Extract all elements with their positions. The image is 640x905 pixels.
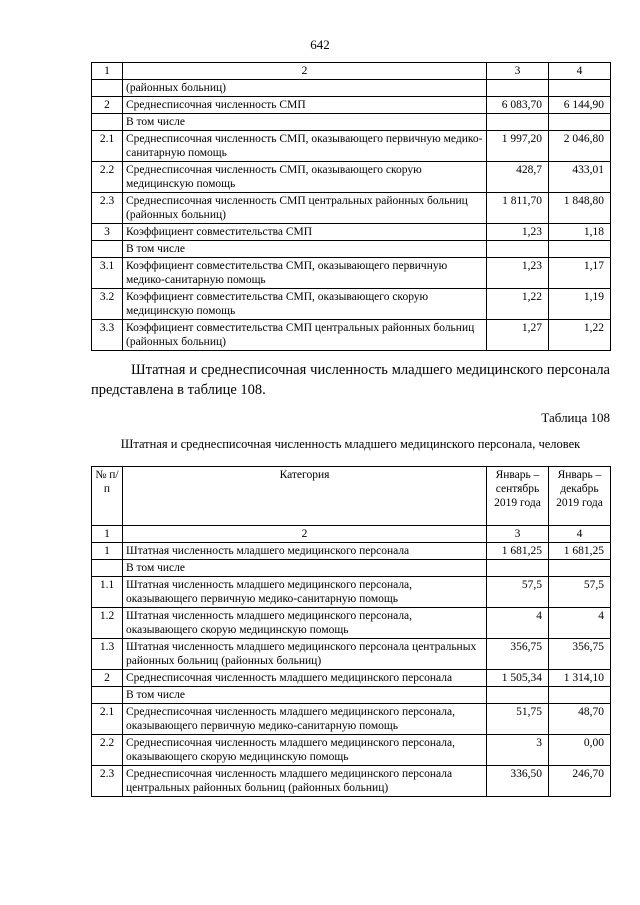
row-number: 3.1 [92,258,123,289]
row-value-1: 51,75 [487,704,549,735]
table-row [92,224,611,241]
row-label: Среднесписочная численность СМП [123,97,487,114]
row-number: 2 [92,97,123,114]
table-row [92,735,611,766]
row-number [92,114,123,131]
row-number: 2.1 [92,131,123,162]
row-value-1: 1,27 [487,320,549,351]
row-label: Коэффициент совместительства СМП центральных районных больниц (районных больниц) [123,320,487,351]
row-label: В том числе [123,114,487,131]
row-number: 1 [92,543,123,560]
row-label: Штатная численность младшего медицинского персонала центральных районных больниц (районных больниц) [123,639,487,670]
row-value-1 [487,114,549,131]
row-label: Коэффициент совместительства СМП, оказывающего первичную медико-санитарную помощь [123,258,487,289]
row-value-1 [487,560,549,577]
row-value-1 [487,80,549,97]
row-value-1: 1 811,70 [487,193,549,224]
row-number: 3.2 [92,289,123,320]
row-number: 3.3 [92,320,123,351]
row-number: 3 [92,224,123,241]
row-label: В том числе [123,241,487,258]
table-row [92,766,611,797]
row-value-2: 6 144,90 [549,97,611,114]
row-value-1: 428,7 [487,162,549,193]
row-label: В том числе [123,687,487,704]
row-value-2: 48,70 [549,704,611,735]
row-value-1: 356,75 [487,639,549,670]
row-value-1: 1 505,34 [487,670,549,687]
table-row [92,289,611,320]
table-row [92,241,611,258]
row-value-1: 1 997,20 [487,131,549,162]
column-number: 3 [487,63,549,80]
row-number: 2.3 [92,193,123,224]
column-number: 1 [92,63,123,80]
column-number: 2 [123,63,487,80]
row-value-2: 1,18 [549,224,611,241]
row-value-2: 1 314,10 [549,670,611,687]
header-period-2: Январь – декабрь 2019 года [549,467,611,526]
row-label: Коэффициент совместительства СМП [123,224,487,241]
row-label: Штатная численность младшего медицинского персонала [123,543,487,560]
row-value-2: 433,01 [549,162,611,193]
row-value-2: 1,22 [549,320,611,351]
row-value-2: 0,00 [549,735,611,766]
table-row [92,670,611,687]
table-row [92,543,611,560]
row-number: 2.2 [92,735,123,766]
table-row [92,687,611,704]
junior-staff-table [91,466,611,797]
row-label: Коэффициент совместительства СМП, оказывающего скорую медицинскую помощь [123,289,487,320]
header-category: Категория [123,467,487,526]
row-number: 2 [92,670,123,687]
table-row [92,162,611,193]
column-number: 1 [92,526,123,543]
table-row [92,704,611,735]
row-value-2: 1,19 [549,289,611,320]
row-value-2: 1 848,80 [549,193,611,224]
staff-table-continued [91,62,611,351]
table-row [92,639,611,670]
row-label: Штатная численность младшего медицинского персонала, оказывающего первичную медико-санитарную помощь [123,577,487,608]
row-value-2 [549,80,611,97]
row-value-2 [549,687,611,704]
row-value-2: 1 681,25 [549,543,611,560]
row-number: 2.3 [92,766,123,797]
table-row [92,131,611,162]
table-caption: Штатная и среднесписочная численность младшего медицинского персонала, человек [120,437,581,451]
table-row [92,560,611,577]
row-value-2: 1,17 [549,258,611,289]
row-number: 2.1 [92,704,123,735]
row-label: Среднесписочная численность СМП, оказывающего первичную медико-санитарную помощь [123,131,487,162]
row-value-2: 246,70 [549,766,611,797]
row-label: Среднесписочная численность СМП центральных районных больниц (районных больниц) [123,193,487,224]
column-number: 4 [549,526,611,543]
row-label: (районных больниц) [123,80,487,97]
row-number: 2.2 [92,162,123,193]
row-number: 1.2 [92,608,123,639]
row-label: Среднесписочная численность младшего медицинского персонала, оказывающего первичную медико-санитарную помощь [123,704,487,735]
row-value-2 [549,114,611,131]
row-number [92,80,123,97]
table-number: Таблица 108 [541,410,610,425]
header-num: № п/п [92,467,123,526]
row-number: 1.1 [92,577,123,608]
row-value-1: 1,22 [487,289,549,320]
row-value-1: 1,23 [487,224,549,241]
row-label: В том числе [123,560,487,577]
row-label: Среднесписочная численность СМП, оказывающего скорую медицинскую помощь [123,162,487,193]
table-row [92,320,611,351]
row-value-1: 1,23 [487,258,549,289]
column-number-row [92,63,611,80]
row-label: Среднесписочная численность младшего медицинского персонала [123,670,487,687]
row-value-2 [549,241,611,258]
table-row [92,193,611,224]
row-value-2: 4 [549,608,611,639]
row-number [92,687,123,704]
table-row [92,608,611,639]
row-value-2: 356,75 [549,639,611,670]
header-period-1: Январь – сентябрь 2019 года [487,467,549,526]
row-number: 1.3 [92,639,123,670]
row-number [92,241,123,258]
column-number: 2 [123,526,487,543]
row-value-2: 2 046,80 [549,131,611,162]
column-number: 4 [549,63,611,80]
row-value-1: 4 [487,608,549,639]
row-label: Среднесписочная численность младшего медицинского персонала, оказывающего скорую медицинскую помощь [123,735,487,766]
row-value-1: 6 083,70 [487,97,549,114]
row-value-2 [549,560,611,577]
row-label: Среднесписочная численность младшего медицинского персонала центральных районных больниц (районных больниц) [123,766,487,797]
table-row [92,97,611,114]
row-label: Штатная численность младшего медицинского персонала, оказывающего скорую медицинскую помощь [123,608,487,639]
page-number: 642 [310,37,330,52]
table-row [92,114,611,131]
table-row [92,258,611,289]
column-number-row [92,526,611,543]
table-row [92,577,611,608]
row-value-1: 57,5 [487,577,549,608]
row-value-1: 336,50 [487,766,549,797]
row-value-1 [487,687,549,704]
body-paragraph: Штатная и среднесписочная численность младшего медицинского персонала представлена в таблице 108. [91,362,610,398]
row-value-1: 3 [487,735,549,766]
row-number [92,560,123,577]
table-header-row [92,467,611,526]
row-value-1: 1 681,25 [487,543,549,560]
row-value-2: 57,5 [549,577,611,608]
column-number: 3 [487,526,549,543]
row-value-1 [487,241,549,258]
table-row [92,80,611,97]
